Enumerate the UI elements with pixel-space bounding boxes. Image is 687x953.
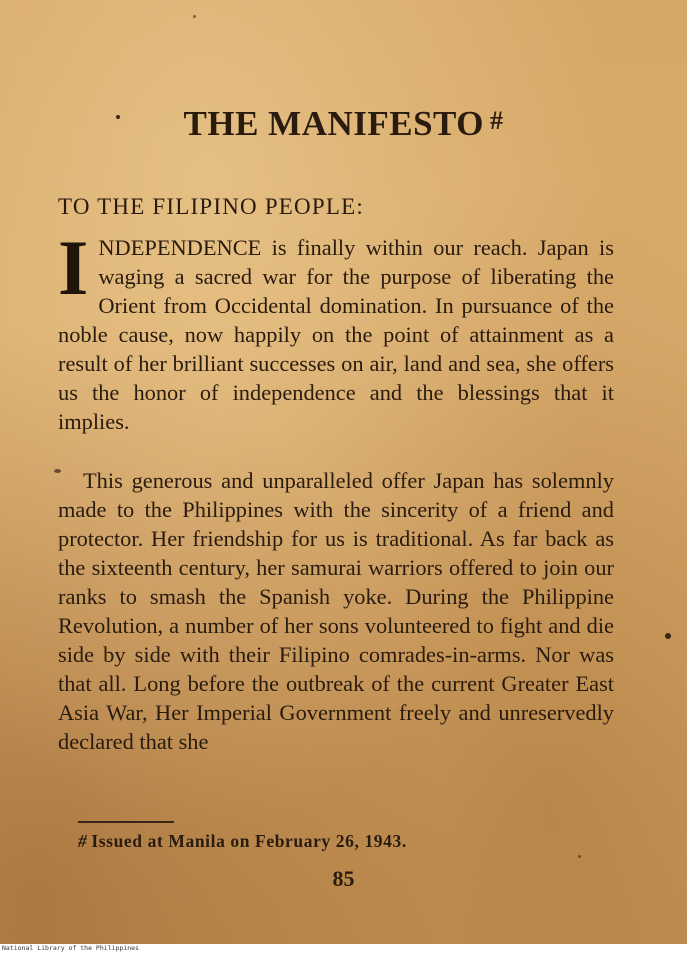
paper-speck	[665, 633, 671, 639]
footnote-rule	[78, 821, 174, 823]
paper-speck	[193, 15, 196, 18]
page-title	[0, 104, 687, 144]
footnote	[78, 831, 407, 852]
paragraph-1	[58, 224, 614, 436]
title-text: THE MANIFESTO	[183, 104, 484, 143]
title-footnote-mark: #	[490, 106, 504, 135]
paper-speck	[578, 855, 581, 858]
library-credit: National Library of the Philippines	[2, 944, 139, 952]
salutation: TO THE FILIPINO PEOPLE:	[58, 194, 364, 219]
drop-cap: I	[58, 224, 89, 311]
page-number: 85	[332, 866, 355, 891]
paragraph-1-text: NDEPENDENCE is finally within our reach. Japan is waging a sacred war for the purpose of liberating the Orient from Occidental domination. In pursuance of the noble cause, now happily on the point of attainment as a result of her brilliant successes on air, land and sea, she offers us the honor of independence and the blessings that it implies.	[58, 235, 614, 434]
footnote-text: Issued at Manila on February 26, 1943.	[91, 831, 407, 851]
paper-speck	[54, 469, 61, 473]
paragraph-2: This generous and unparalleled offer Japan has solemnly made to the Philippines with the sincerity of a friend and protector. Her friendship for us is traditional. As far back as the sixteenth century, her samurai warriors offered to join our ranks to smash the Spanish yoke. During the Philippine Revolution, a number of her sons volunteered to fight and die side by side with their Filipino comrades-in-arms. Nor was that all. Long before the outbreak of the current Greater East Asia War, Her Imperial Government freely and unreservedly declared that she	[58, 468, 614, 754]
paper-speck	[116, 115, 120, 119]
footnote-mark: #	[78, 831, 88, 851]
